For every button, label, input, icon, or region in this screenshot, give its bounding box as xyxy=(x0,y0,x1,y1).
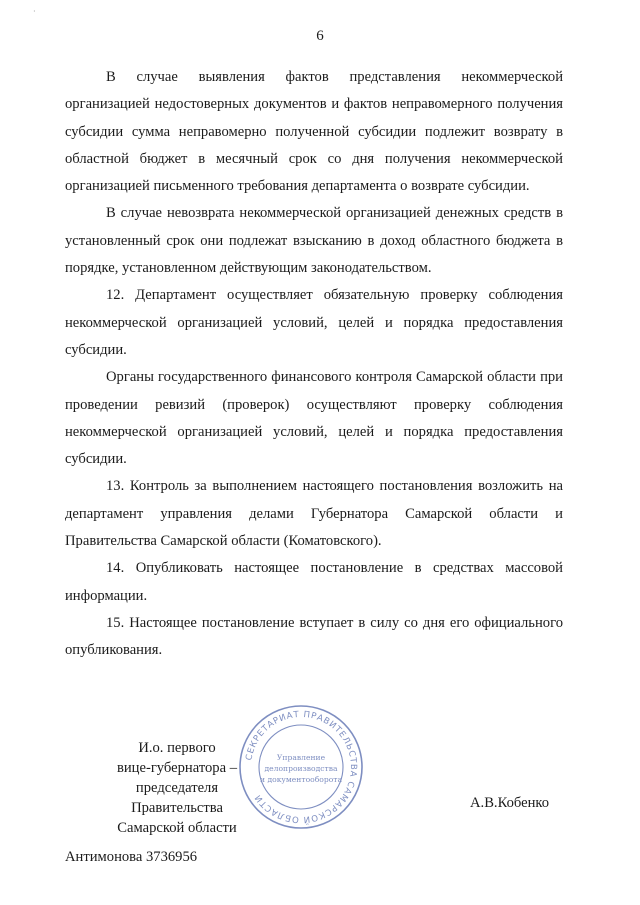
signatory-name: А.В.Кобенко xyxy=(470,795,550,811)
paragraph-financial-control: Органы государственного финансового контроля Самарской области при проведении ревизий (проверок) осуществляют проверку соблюдения некоммерческой организацией условий, целей и порядка предоставления субсидии. xyxy=(65,369,563,468)
page-number: 6 xyxy=(316,28,324,44)
seal-center-line: и документооборота xyxy=(259,775,343,784)
paragraph-13-control: 13. Контроль за выполнением настоящего постановления возложить на департамент управления делами Губернатора Самарской области и Правительства Самарской области (Коматовского). xyxy=(65,478,563,550)
executor-contact: Антимонова 3736956 xyxy=(65,849,198,865)
seal-ring-text: СЕКРЕТАРИАТ ПРАВИТЕЛЬСТВА САМАРСКОЙ ОБЛАСТИ xyxy=(244,709,359,825)
seal-center-line: Управление xyxy=(276,753,326,762)
paragraph-non-return: В случае невозврата некоммерческой организацией денежных средств в установленный срок они подлежат взысканию в доход областного бюджета в порядке, установленном действующим законодательством. xyxy=(65,205,563,277)
paragraph-return-subsidy: В случае выявления фактов представления некоммерческой организацией недостоверных документов и фактов неправомерного получения субсидии сумма неправомерно полученной субсидии подлежит возврату в областной бюджет в месячный срок со дня получения некоммерческой организацией письменного требования департамента о возврате субсидии. xyxy=(65,69,563,195)
seal-center-line: делопроизводства xyxy=(264,764,338,773)
paragraph-15-effective: 15. Настоящее постановление вступает в силу со дня его официального опубликования. xyxy=(65,614,563,659)
signatory-title-line: председателя Правительства xyxy=(131,780,223,816)
signatory-title-line: И.о. первого xyxy=(138,740,216,756)
paragraph-12-audit: 12. Департамент осуществляет обязательную проверку соблюдения некоммерческой организацией условий, целей и порядка предоставления субсидии. xyxy=(65,287,563,358)
signatory-title-line: вице-губернатора – xyxy=(116,760,238,776)
corner-mark: · xyxy=(33,7,36,16)
document-body xyxy=(65,64,563,665)
official-seal-icon xyxy=(236,702,366,832)
paragraph-14-publish: 14. Опубликовать настоящее постановление в средствах массовой информации. xyxy=(65,560,563,604)
signatory-title-line: Самарской области xyxy=(117,820,237,836)
